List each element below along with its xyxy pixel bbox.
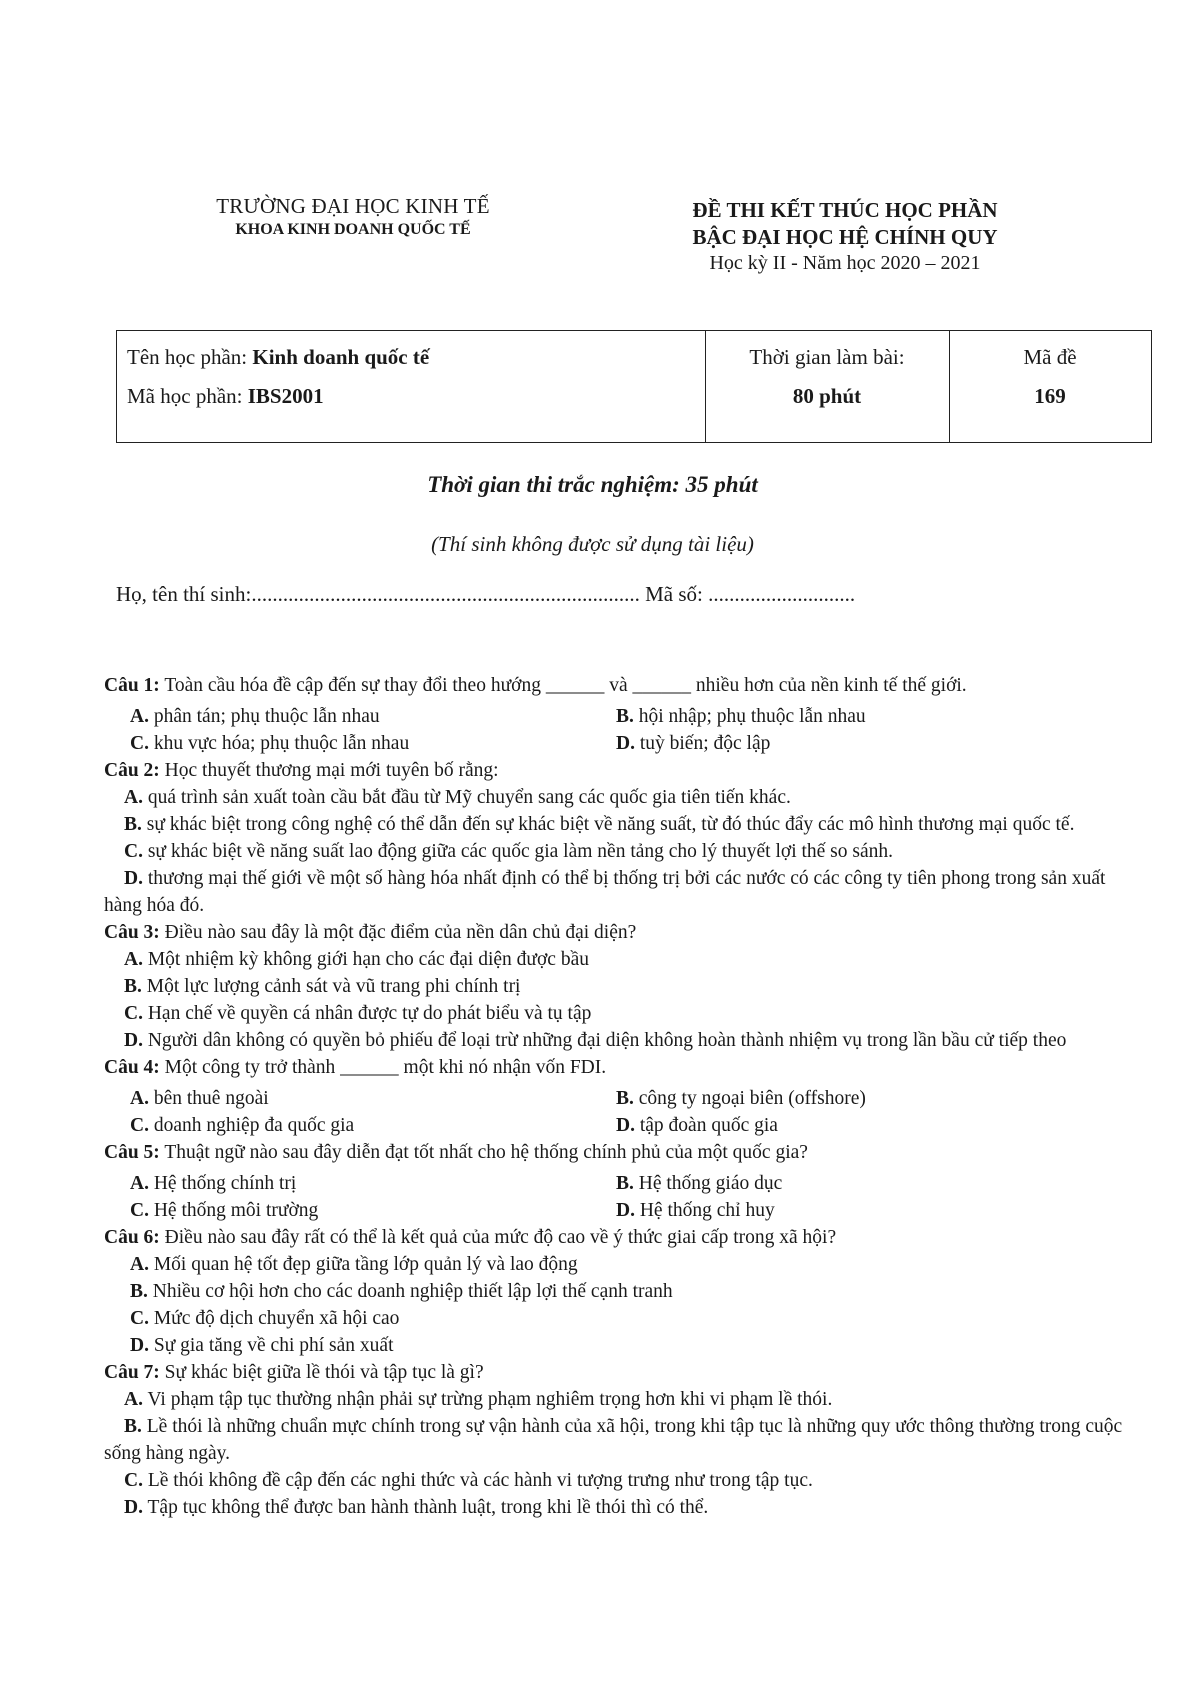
option-a: A. Một nhiệm kỳ không giới hạn cho các đại diện được bầu — [124, 949, 589, 970]
question-text: Sự khác biệt giữa lề thói và tập tục là gì? — [164, 1362, 484, 1383]
option-a: A. Vi phạm tập tục thường nhận phải sự trừng phạm nghiêm trọng hơn khi vi phạm lề thói. — [124, 1389, 833, 1410]
option-c: C. Hệ thống môi trường — [130, 1200, 319, 1221]
faculty-name: KHOA KINH DOANH QUỐC TẾ — [235, 221, 471, 238]
question-label: Câu 1: — [104, 675, 160, 696]
duration-value: 80 phút — [792, 384, 862, 408]
option-a: A. phân tán; phụ thuộc lẫn nhau — [130, 706, 380, 727]
duration-label: Thời gian làm bài: — [749, 345, 905, 369]
no-documents-note: (Thí sinh không được sử dụng tài liệu) — [431, 532, 754, 556]
question-text: Một công ty trở thành ______ một khi nó nhận vốn FDI. — [164, 1057, 607, 1078]
question-5 — [104, 1139, 1124, 1224]
course-name-row — [127, 345, 429, 370]
course-code-label: Mã học phần: — [127, 384, 243, 408]
option-c: C. Lề thói không đề cập đến các nghi thức và các hành vi tượng trưng như trong tập tục. — [124, 1470, 813, 1491]
exam-code-cell — [949, 331, 1151, 442]
option-c: C. Hạn chế về quyền cá nhân được tự do phát biểu và tụ tập — [124, 1003, 592, 1024]
course-name: Kinh doanh quốc tế — [252, 345, 430, 369]
option-b: B. Lề thói là những chuẩn mực chính trong sự vận hành của xã hội, trong khi tập tục là những quy ước thông thường trong cuộc sống hàng ngày. — [104, 1416, 1123, 1464]
question-label: Câu 3: — [104, 922, 160, 943]
question-label: Câu 5: — [104, 1142, 160, 1163]
option-b: B. Hệ thống giáo dục — [616, 1173, 783, 1194]
option-b: B. Nhiều cơ hội hơn cho các doanh nghiệp thiết lập lợi thế cạnh tranh — [130, 1281, 673, 1302]
option-d: D. tập đoàn quốc gia — [616, 1115, 778, 1136]
university-header — [188, 194, 518, 239]
course-code-row — [127, 384, 324, 409]
option-d: D. thương mại thế giới về một số hàng hóa nhất định có thể bị thống trị bởi các nước có các công ty tiên phong trong sản xuất hàng hóa đó. — [104, 868, 1106, 916]
question-2 — [104, 757, 1124, 919]
question-label: Câu 4: — [104, 1057, 160, 1078]
option-c: C. khu vực hóa; phụ thuộc lẫn nhau — [130, 733, 410, 754]
exam-code-label: Mã đề — [1023, 345, 1077, 369]
option-a: A. Mối quan hệ tốt đẹp giữa tầng lớp quản lý và lao động — [130, 1254, 578, 1275]
exam-term: Học kỳ II - Năm học 2020 – 2021 — [709, 252, 981, 274]
exam-code-value: 169 — [1034, 384, 1066, 408]
option-d: D. Tập tục không thể được ban hành thành luật, trong khi lề thói thì có thể. — [124, 1497, 709, 1518]
school-name: TRƯỜNG ĐẠI HỌC KINH TẾ — [216, 194, 490, 218]
question-text: Học thuyết thương mại mới tuyên bố rằng: — [164, 760, 499, 781]
option-b: B. công ty ngoại biên (offshore) — [616, 1088, 866, 1109]
option-d: D. Người dân không có quyền bỏ phiếu để loại trừ những đại diện không hoàn thành nhiệm vụ trong lần bầu cử tiếp theo — [124, 1030, 1067, 1051]
question-text: Điều nào sau đây là một đặc điểm của nền dân chủ đại diện? — [164, 922, 637, 943]
option-b: B. sự khác biệt trong công nghệ có thể dẫn đến sự khác biệt về năng suất, từ đó thúc đẩy các mô hình thương mại quốc tế. — [124, 814, 1075, 835]
course-cell — [117, 331, 706, 442]
option-d: D. Sự gia tăng về chi phí sản xuất — [130, 1335, 394, 1356]
option-c: C. sự khác biệt về năng suất lao động giữa các quốc gia làm nền tảng cho lý thuyết lợi thế so sánh. — [124, 841, 894, 862]
option-d: D. tuỳ biến; độc lập — [616, 733, 771, 754]
exam-time-note: Thời gian thi trắc nghiệm: 35 phút — [427, 472, 758, 497]
option-a: A. quá trình sản xuất toàn cầu bắt đầu từ Mỹ chuyển sang các quốc gia tiên tiến khác. — [124, 787, 791, 808]
option-b: B. Một lực lượng cảnh sát và vũ trang phi chính trị — [124, 976, 521, 997]
option-a: A. Hệ thống chính trị — [130, 1173, 297, 1194]
question-3 — [104, 919, 1124, 1054]
exam-header — [640, 198, 1050, 275]
option-d: D. Hệ thống chỉ huy — [616, 1200, 775, 1221]
question-label: Câu 2: — [104, 760, 160, 781]
option-a: A. bên thuê ngoài — [130, 1088, 269, 1109]
question-7 — [104, 1359, 1124, 1521]
question-6 — [104, 1224, 1124, 1359]
question-4 — [104, 1054, 1124, 1139]
course-info-table — [116, 330, 1152, 443]
duration-cell — [705, 331, 950, 442]
option-b: B. hội nhập; phụ thuộc lẫn nhau — [616, 706, 866, 727]
question-text: Điều nào sau đây rất có thể là kết quả của mức độ cao về ý thức giai cấp trong xã hội? — [164, 1227, 837, 1248]
course-name-label: Tên học phần: — [127, 345, 248, 369]
question-text: Toàn cầu hóa đề cập đến sự thay đổi theo hướng ______ và ______ nhiều hơn của nền kinh tế thế giới. — [164, 675, 967, 696]
question-label: Câu 7: — [104, 1362, 160, 1383]
question-list — [104, 672, 1124, 1521]
question-text: Thuật ngữ nào sau đây diễn đạt tốt nhất cho hệ thống chính phủ của một quốc gia? — [164, 1142, 808, 1163]
question-1 — [104, 672, 1124, 757]
option-c: C. doanh nghiệp đa quốc gia — [130, 1115, 355, 1136]
student-info-line: Họ, tên thí sinh:.......................................................................... Mã số: ............................ — [116, 582, 856, 606]
exam-level: BẬC ĐẠI HỌC HỆ CHÍNH QUY — [692, 225, 998, 249]
course-code: IBS2001 — [247, 384, 324, 408]
option-c: C. Mức độ dịch chuyển xã hội cao — [130, 1308, 400, 1329]
exam-title: ĐỀ THI KẾT THÚC HỌC PHẦN — [692, 198, 998, 222]
question-label: Câu 6: — [104, 1227, 160, 1248]
